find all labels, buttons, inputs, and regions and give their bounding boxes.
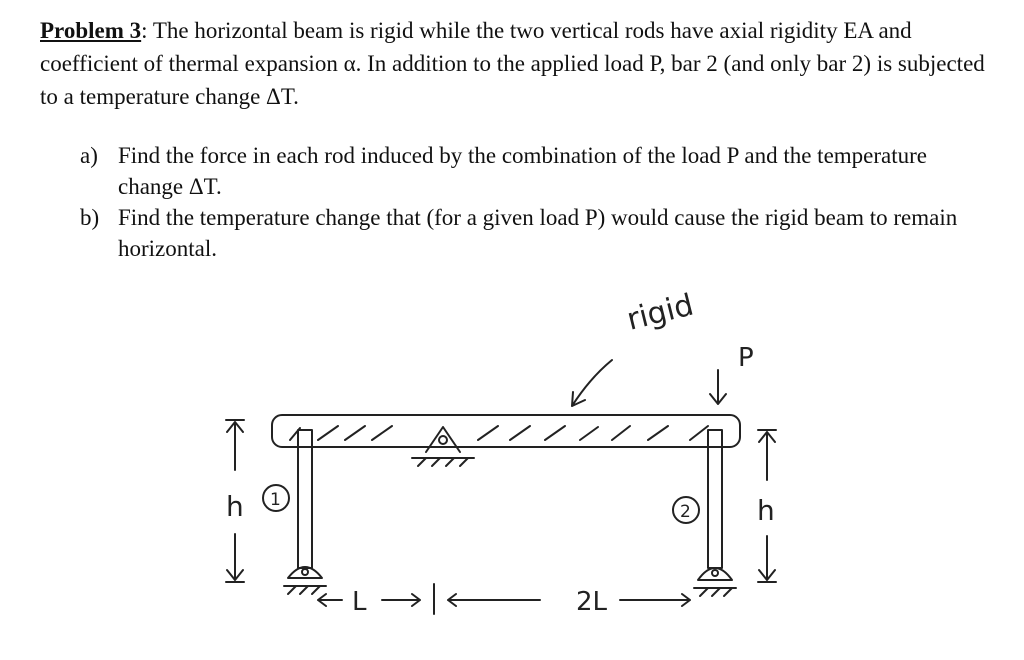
bar-2-circle — [673, 497, 699, 523]
part-a-text: Find the force in each rod induced by the combination of the load P and the temperature change ΔT. — [118, 143, 927, 199]
span-dimension — [318, 584, 690, 614]
bar-1-number: 1 — [270, 490, 281, 510]
beam-hatching — [290, 426, 708, 440]
span-label-right: 2L — [576, 587, 608, 617]
rod-1-base-support — [284, 567, 326, 594]
problem-text: : The horizontal beam is rigid while the two vertical rods have axial rigidity EA and coefficient of thermal expansion α. In addition to the applied load P, bar 2 (and only bar 2) is subjected to a temperature change ΔT. — [40, 18, 985, 109]
rod-1 — [298, 430, 312, 568]
part-a — [80, 140, 980, 202]
span-label-left: L — [352, 587, 367, 617]
height-dimension-left — [226, 420, 244, 582]
height-label-right: h — [757, 494, 775, 527]
load-arrow — [710, 370, 726, 404]
rigid-label: rigid — [623, 287, 698, 338]
load-label: P — [738, 343, 754, 373]
height-dimension-right — [758, 430, 776, 582]
part-b-label: b) — [80, 205, 100, 230]
part-b-text: Find the temperature change that (for a given load P) would cause the rigid beam to remain horizontal. — [118, 205, 958, 261]
part-b — [80, 202, 980, 264]
rod-2 — [708, 430, 722, 568]
part-a-label: a) — [80, 143, 98, 168]
bar-2-number: 2 — [680, 502, 691, 522]
bar-1-circle — [263, 485, 289, 511]
rigid-pointer-arrow — [572, 360, 612, 406]
rod-2-base-support — [694, 568, 736, 596]
rigid-beam — [272, 415, 740, 447]
problem-statement — [40, 14, 1000, 113]
problem-title: Problem 3 — [40, 18, 142, 43]
problem-parts — [80, 140, 980, 264]
height-label-left: h — [226, 490, 244, 523]
center-pin-support — [412, 427, 474, 466]
